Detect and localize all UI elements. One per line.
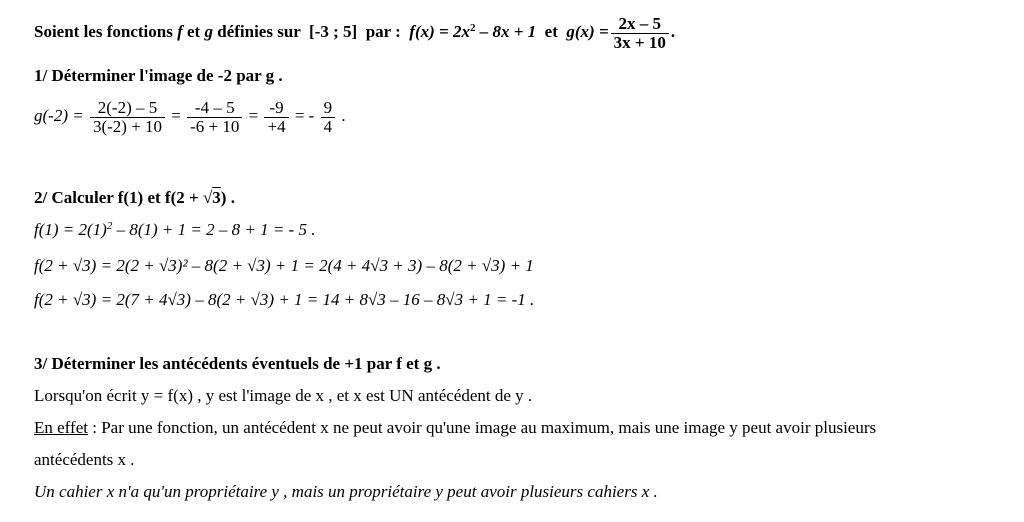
question-3-line-1: Lorsqu'on écrit y = f(x) , y est l'image de x , et x est UN antécédent de y . xyxy=(34,386,533,405)
fraction-4: $\frac{9}{4}$ xyxy=(321,99,336,136)
fraction-2: $\frac{-4 - 5}{-6 + 10}$ xyxy=(187,99,242,136)
question-1-title: 1/ Déterminer l'image de -2 par g . xyxy=(34,66,283,85)
question-3-line-4: Un cahier x n'a qu'un propriétaire y , mais un propriétaire y peut avoir plusieurs cahiers x . xyxy=(34,482,658,501)
question-2-title: 2/ Calculer f(1) et f(2 + √3) . xyxy=(34,188,235,207)
question-3-title: 3/ Déterminer les antécédents éventuels de +1 par f et g . xyxy=(34,354,441,373)
question-2-line-2: f(2 + √3) = 2(2 + √3)² – 8(2 + √3) + 1 = 2(4 + 4√3 + 3) – 8(2 + √3) + 1 xyxy=(34,256,534,275)
question-1-computation: g(-2) = $\frac{2(-2) - 5}{3(-2) + 10}$ = $\frac{-4 - 5}{-6 + 10}$ = $\frac{-9}{+4}$ = - $\frac{9}{4}$ . xyxy=(34,97,346,136)
question-3-line-2: En effet : Par une fonction, un antécédent x ne peut avoir qu'une image au maximum, mais une image y peut avoir plusieurs xyxy=(34,418,877,437)
fraction-3: $\frac{-9}{+4}$ xyxy=(264,99,288,136)
question-2-line-1: $f(1) = 2(1)^2 - 8(1) + 1 = 2 - 8 + 1$ = - 5 . xyxy=(34,220,316,239)
question-2-line-3: f(2 + √3) = 2(7 + 4√3) – 8(2 + √3) + 1 = 14 + 8√3 – 16 – 8√3 + 1 = -1 . xyxy=(34,290,535,309)
g-fraction: $\frac{2x - 5}{3x + 10}$ xyxy=(611,15,669,52)
problem-statement: Soient les fonctions f et g définies sur [-3 ; 5] par : $f(x) = 2x^2 - 8x + 1$ et g(x) = $\frac{2x - 5}{3x + 10}$ . xyxy=(34,13,676,52)
fraction-1: $\frac{2(-2) - 5}{3(-2) + 10}$ xyxy=(90,99,165,136)
question-3-line-3: antécédents x . xyxy=(34,450,135,469)
